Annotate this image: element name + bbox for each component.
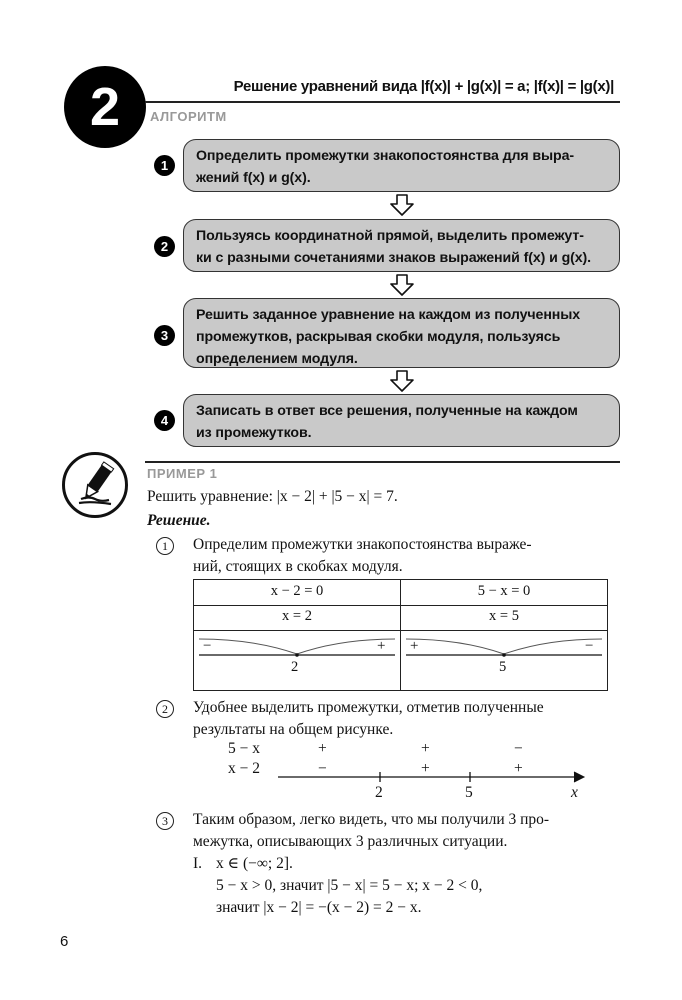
- signline-row-1-sign-2: +: [421, 740, 430, 757]
- section-number: 2: [89, 77, 121, 137]
- table-right-equation: 5 − x = 0: [477, 583, 531, 599]
- step-1-number: [154, 155, 175, 176]
- step-1-number-text: 1: [160, 158, 169, 173]
- item-2-number: [156, 700, 174, 718]
- item-3-number: [156, 812, 174, 830]
- step-2-line-2: ки с разными сочетаниями знаков выражений f(x) и g(x).: [196, 250, 592, 266]
- section-number-badge: [64, 66, 146, 148]
- section-title: Решение уравнений вида |f(x)| + |g(x)| = a; |f(x)| = |g(x)|: [233, 78, 614, 95]
- step-3-number: [154, 325, 175, 346]
- signline-row-1-sign-1: +: [318, 740, 327, 757]
- right-arc-1: [406, 639, 504, 654]
- example-divider: [145, 461, 620, 463]
- signline-point-5: 5: [465, 784, 473, 801]
- step-1-line-1: Определить промежутки знакопостоянства для выра-: [196, 148, 575, 164]
- signline-row-2-sign-3: +: [514, 760, 523, 777]
- item-2-text: [193, 697, 544, 741]
- sign-diagrams: [194, 631, 607, 690]
- algorithm-label: АЛГОРИТМ: [150, 109, 227, 124]
- item-1-line-2: ний, стоящих в скобках модуля.: [193, 558, 403, 575]
- item-1-number: [156, 537, 174, 555]
- step-4-line-2: из промежутков.: [196, 425, 312, 441]
- right-sign-right: −: [585, 638, 594, 654]
- item-2-number-text: 2: [162, 701, 168, 716]
- step-3-line-3: определением модуля.: [196, 351, 358, 367]
- signline-point-2: 2: [375, 784, 383, 801]
- step-1-line-2: жений f(x) и g(x).: [196, 170, 311, 186]
- item-3-line-1: Таким образом, легко видеть, что мы получили 3 про-: [193, 811, 550, 828]
- step-4-box: [183, 394, 620, 447]
- right-sign-left: +: [410, 638, 419, 654]
- table-left-equation: x − 2 = 0: [270, 583, 324, 599]
- example-pencil-badge: [62, 452, 128, 518]
- axis-label: x: [571, 784, 578, 801]
- signline-row-1-sign-3: −: [514, 740, 523, 757]
- arrow-down-icon: [390, 274, 414, 296]
- item-3-number-text: 3: [162, 813, 168, 828]
- item-1-text: [193, 534, 532, 578]
- step-1-box: [183, 139, 620, 192]
- table-left-root: x = 2: [282, 608, 312, 624]
- step-3-line-1: Решить заданное уравнение на каждом из полученных: [196, 307, 581, 323]
- left-point: [295, 653, 299, 657]
- step-3-number-text: 3: [160, 328, 169, 343]
- step-4-line-1: Записать в ответ все решения, полученные на каждом: [196, 403, 578, 419]
- left-point-label: 2: [291, 659, 299, 675]
- left-sign-right: +: [377, 638, 386, 654]
- step-4-number-text: 4: [160, 413, 169, 428]
- arrow-down-icon: [390, 370, 414, 392]
- example-task: Решить уравнение: |x − 2| + |5 − x| = 7.: [147, 488, 398, 505]
- right-point: [502, 653, 506, 657]
- page-number: 6: [60, 933, 69, 950]
- step-2-number-text: 2: [160, 239, 169, 254]
- left-arc-1: [199, 639, 297, 654]
- zeros-table: [193, 579, 608, 691]
- step-2-box: [183, 219, 620, 272]
- signline-row-2-label: x − 2: [228, 760, 260, 777]
- step-2-number: [154, 236, 175, 257]
- step-3-line-2: промежутков, раскрывая скобки модуля, пользуясь: [196, 329, 561, 345]
- item-3-line-2: межутка, описывающих 3 различных ситуации.: [193, 833, 508, 850]
- case-1-line-2: 5 − x > 0, значит |5 − x| = 5 − x; x − 2 < 0,: [216, 877, 483, 894]
- combined-number-line: [278, 769, 588, 785]
- left-sign-left: −: [203, 638, 212, 654]
- item-2-line-1: Удобнее выделить промежутки, отметив полученные: [193, 699, 544, 716]
- right-point-label: 5: [499, 659, 507, 675]
- example-label: ПРИМЕР 1: [147, 466, 218, 481]
- solution-label: Решение.: [147, 512, 211, 529]
- step-2-line-1: Пользуясь координатной прямой, выделить промежут-: [196, 228, 584, 244]
- case-1-text: [216, 853, 482, 919]
- case-1-line-1: x ∈ (−∞; 2].: [216, 855, 293, 872]
- signline-row-2-sign-1: −: [318, 760, 327, 777]
- table-right-root: x = 5: [489, 608, 519, 624]
- title-divider: [145, 101, 620, 103]
- pencil-icon: [65, 455, 125, 515]
- table-divider-row-1: [194, 605, 607, 606]
- item-1-number-text: 1: [162, 538, 168, 553]
- item-1-line-1: Определим промежутки знакопостоянства выраже-: [193, 536, 532, 553]
- case-1-line-3: значит |x − 2| = −(x − 2) = 2 − x.: [216, 899, 422, 916]
- arrow-down-icon: [390, 194, 414, 216]
- case-1-label: I.: [193, 855, 203, 872]
- item-3-text: [193, 809, 549, 853]
- signline-row-2-sign-2: +: [421, 760, 430, 777]
- axis-arrow-icon: [574, 772, 584, 782]
- signline-row-1-label: 5 − x: [228, 740, 260, 757]
- item-2-line-2: результаты на общем рисунке.: [193, 721, 394, 738]
- step-3-box: [183, 298, 620, 368]
- step-4-number: [154, 410, 175, 431]
